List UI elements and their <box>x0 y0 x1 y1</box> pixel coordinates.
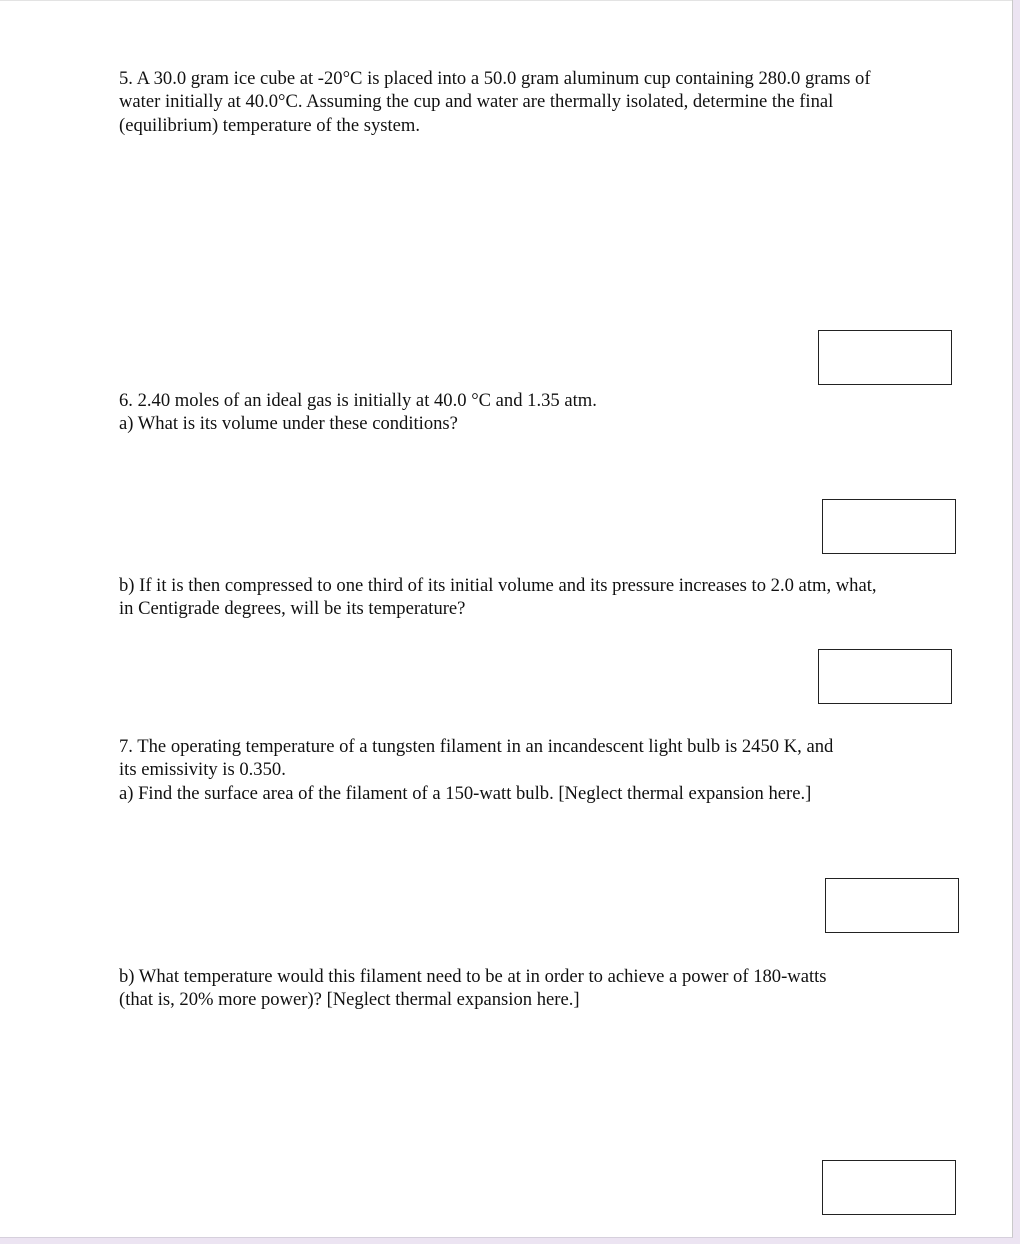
question-5-line-2: water initially at 40.0°C. Assuming the cup and water are thermally isolated, determine the final <box>119 91 834 113</box>
page-top-rule <box>0 0 1012 1</box>
question-7b-line-1: b) What temperature would this filament need to be at in order to achieve a power of 180-watts <box>119 966 827 987</box>
question-7-line-1: 7. The operating temperature of a tungsten filament in an incandescent light bulb is 2450 K, and <box>119 736 834 757</box>
question-7-line-2: its emissivity is 0.350. <box>119 759 286 781</box>
answer-box-6b[interactable] <box>818 649 952 704</box>
answer-box-6a[interactable] <box>822 499 956 554</box>
question-7a-line-1: a) Find the surface area of the filament of a 150-watt bulb. [Neglect thermal expansion here.] <box>119 782 812 804</box>
question-7b-line-2: (that is, 20% more power)? [Neglect thermal expansion here.] <box>119 989 580 1011</box>
answer-box-5[interactable] <box>818 330 952 385</box>
question-6b-line-2: in Centigrade degrees, will be its temperature? <box>119 598 466 620</box>
answer-box-7b[interactable] <box>822 1160 956 1215</box>
question-5-line-1: 5. A 30.0 gram ice cube at -20°C is placed into a 50.0 gram aluminum cup containing 280.0 grams of <box>119 68 871 89</box>
question-5-line-3: (equilibrium) temperature of the system. <box>119 114 421 136</box>
question-6b-line-1: b) If it is then compressed to one third of its initial volume and its pressure increases to 2.0 atm, what, <box>119 575 877 596</box>
answer-box-7a[interactable] <box>825 878 959 933</box>
question-6-line-1: 6. 2.40 moles of an ideal gas is initially at 40.0 °C and 1.35 atm. <box>119 390 597 411</box>
question-6a-line-1: a) What is its volume under these conditions? <box>119 413 458 435</box>
question-7b <box>119 965 827 1012</box>
question-6b <box>119 574 877 621</box>
question-5 <box>119 67 871 137</box>
question-6 <box>119 389 597 436</box>
question-7 <box>119 735 833 805</box>
